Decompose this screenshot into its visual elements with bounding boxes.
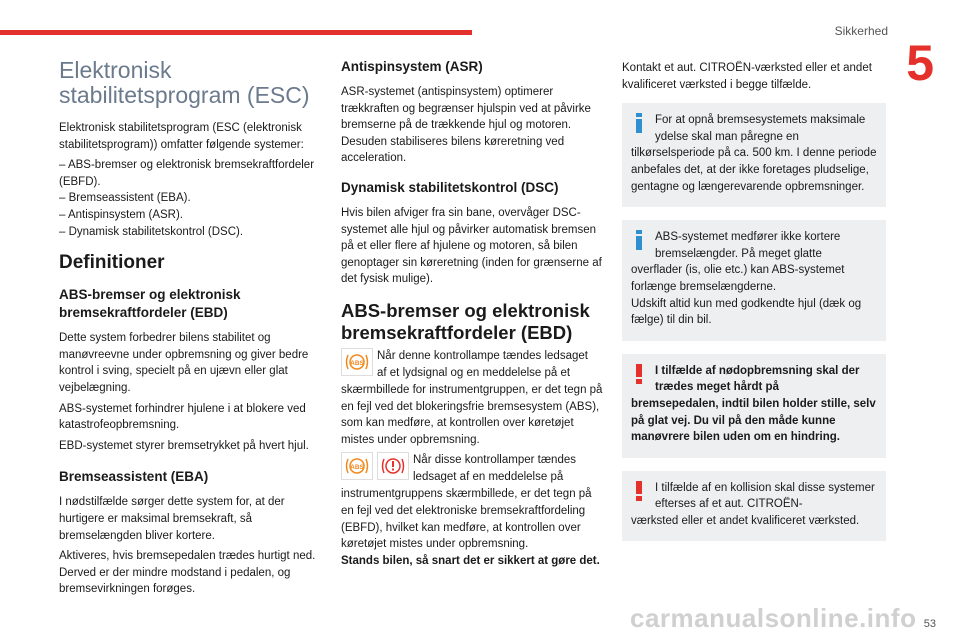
svg-text:ABS: ABS xyxy=(350,464,364,472)
eba-paragraph: I nødstilfælde sørger dette system for, at der hurtigere er maksimal bremsekraft, så bremselængden bliver kortere. xyxy=(59,496,285,542)
eba-paragraph: Aktiveres, hvis bremsepedalen trædes hurtigt ned. Derved er der mindre modstand i pedalen, og bremsevirkningen forøges. xyxy=(59,550,316,596)
info-text: Udskift altid kun med godkendte hjul (dæk og fælge) til din bil. xyxy=(631,297,862,327)
info-text: overflader (is, olie etc.) kan ABS-systemet forlænge bremselængderne. xyxy=(631,264,845,293)
abs-ebd-section-heading: ABS-bremser og elektronisk bremsekraftfordeler (EBD) xyxy=(341,299,590,343)
column-left xyxy=(59,58,321,602)
list-item: – Bremseassistent (EBA). xyxy=(59,192,191,205)
info-text: For at opnå bremsesystemets maksimale ydelse skal man påregne en xyxy=(655,114,866,143)
asr-heading: Antispinsystem (ASR) xyxy=(341,59,483,74)
page-title: Elektronisk stabilitetsprogram (ESC) xyxy=(59,57,310,108)
ebd-lamp-text-line: Når disse kontrollamper tændes xyxy=(413,454,576,467)
info-icon xyxy=(631,113,647,133)
exclamation-icon xyxy=(631,481,647,501)
column-right xyxy=(622,60,886,554)
abs-paragraph: ABS-systemet forhindrer hjulene i at blokere ved katastrofeopbremsning. xyxy=(59,402,306,432)
definitions-heading: Definitioner xyxy=(59,252,165,274)
warning-text: bremsepedalen, indtil bilen holder stille, selv på glat vej. Du vil på den måde kunne manøvrere bilen uden om en hindring. xyxy=(631,397,876,444)
info-box xyxy=(622,220,886,341)
contact-workshop-text: Kontakt et aut. CITROËN-værksted eller et andet kvalificeret værksted i begge tilfælde. xyxy=(622,62,872,91)
abs-lamp-text-line: af et lydsignal og en meddelelse på et xyxy=(377,366,571,379)
warning-text: I tilfælde af en kollision skal disse systemer efterses af et aut. CITROËN- xyxy=(655,481,875,511)
abs-lamp-block xyxy=(341,348,603,382)
eba-heading: Bremseassistent (EBA) xyxy=(59,469,209,485)
abs-ebd-heading: ABS-bremser og elektronisk bremsekraftfordeler (EBD) xyxy=(59,287,241,321)
info-icon xyxy=(631,230,647,250)
abs-lamp-description: skærmbillede for instrumentgruppen, er det tegn på en fejl ved det blokeringsfrie bremsesystem (ABS), som kan medføre, at kontrollen over køretøjet mistes under opbremsning. xyxy=(341,383,603,446)
dsc-paragraph: Hvis bilen afviger fra sin bane, overvåger DSC-systemet alle hjul og påvirker automatisk bremsen på et eller flere af hjulene og motoren, så bilen genoptager sin køreretning (inden for grænserne af det fysisk mulige). xyxy=(341,206,602,286)
ebd-lamp-description: instrumentgruppens skærmbillede, er det tegn på en fejl ved det elektroniske bremsekraftfordeling (EBFD), hvilket kan medføre, at kontrollen over køretøjet mistes under opbremsning. xyxy=(341,488,592,551)
info-box xyxy=(622,103,886,207)
warning-text: værksted eller et andet kvalificeret værksted. xyxy=(631,514,860,527)
abs-lamp-text-line: Når denne kontrollampe tændes ledsaget xyxy=(377,349,588,362)
ebd-paragraph: EBD-systemet styrer bremsetrykket på hvert hjul. xyxy=(59,439,309,452)
info-text: ABS-systemet medfører ikke kortere bremselængder. På meget glatte xyxy=(655,231,841,260)
warning-box xyxy=(622,471,886,542)
exclamation-icon xyxy=(631,364,647,384)
section-title: Sikkerhed xyxy=(834,24,888,38)
stop-vehicle-instruction: Stands bilen, så snart det er sikkert at gøre det. xyxy=(341,554,600,567)
page-number: 53 xyxy=(923,618,936,630)
brake-warning-lamp-icon xyxy=(377,452,409,480)
asr-paragraph: ASR-systemet (antispinsystem) optimerer trækkraften og begrænser hjulspin ved at påvirke bremserne på de trækkende hjul og motoren. Desuden stabiliseres bilens køreretning ved acceleration. xyxy=(341,86,591,165)
warning-text: I tilfælde af nødopbremsning skal der trædes meget hårdt på xyxy=(655,364,860,394)
dsc-heading: Dynamisk stabilitetskontrol (DSC) xyxy=(341,179,559,195)
abs-warning-lamp-icon xyxy=(341,452,373,480)
ebd-lamp-block xyxy=(341,452,603,486)
chapter-number: 5 xyxy=(906,35,934,91)
svg-text:ABS: ABS xyxy=(350,359,364,367)
list-item: – Dynamisk stabilitetskontrol (DSC). xyxy=(59,225,244,238)
abs-lamp-text xyxy=(341,348,603,381)
column-middle xyxy=(341,58,603,573)
esc-system-list xyxy=(59,157,321,240)
abs-paragraph: Dette system forbedrer bilens stabilitet og manøvreevne under opbremsning og giver bedre kontrol i sving, specielt på en ujævn eller glat vejbelægning. xyxy=(59,332,309,394)
abs-warning-lamp-icon xyxy=(341,348,373,376)
info-text: tilkørselsperiode på ca. 500 km. I denne periode anbefales det, at der ikke foretages pludselige, gentagne og længerevarende opbremsninger. xyxy=(631,147,877,193)
warning-box xyxy=(622,354,886,458)
header-accent-bar xyxy=(0,30,472,35)
watermark: carmanualsonline.info xyxy=(630,603,917,633)
ebd-lamp-text-line: ledsaget af en meddelelse på xyxy=(413,470,564,483)
list-item: – Antispinsystem (ASR). xyxy=(59,208,183,221)
esc-intro: Elektronisk stabilitetsprogram (ESC (elektronisk stabilitetsprogram)) omfatter følgende systemer: xyxy=(59,122,304,151)
list-item: – ABS-bremser og elektronisk bremsekraftfordeler (EBFD). xyxy=(59,159,315,188)
